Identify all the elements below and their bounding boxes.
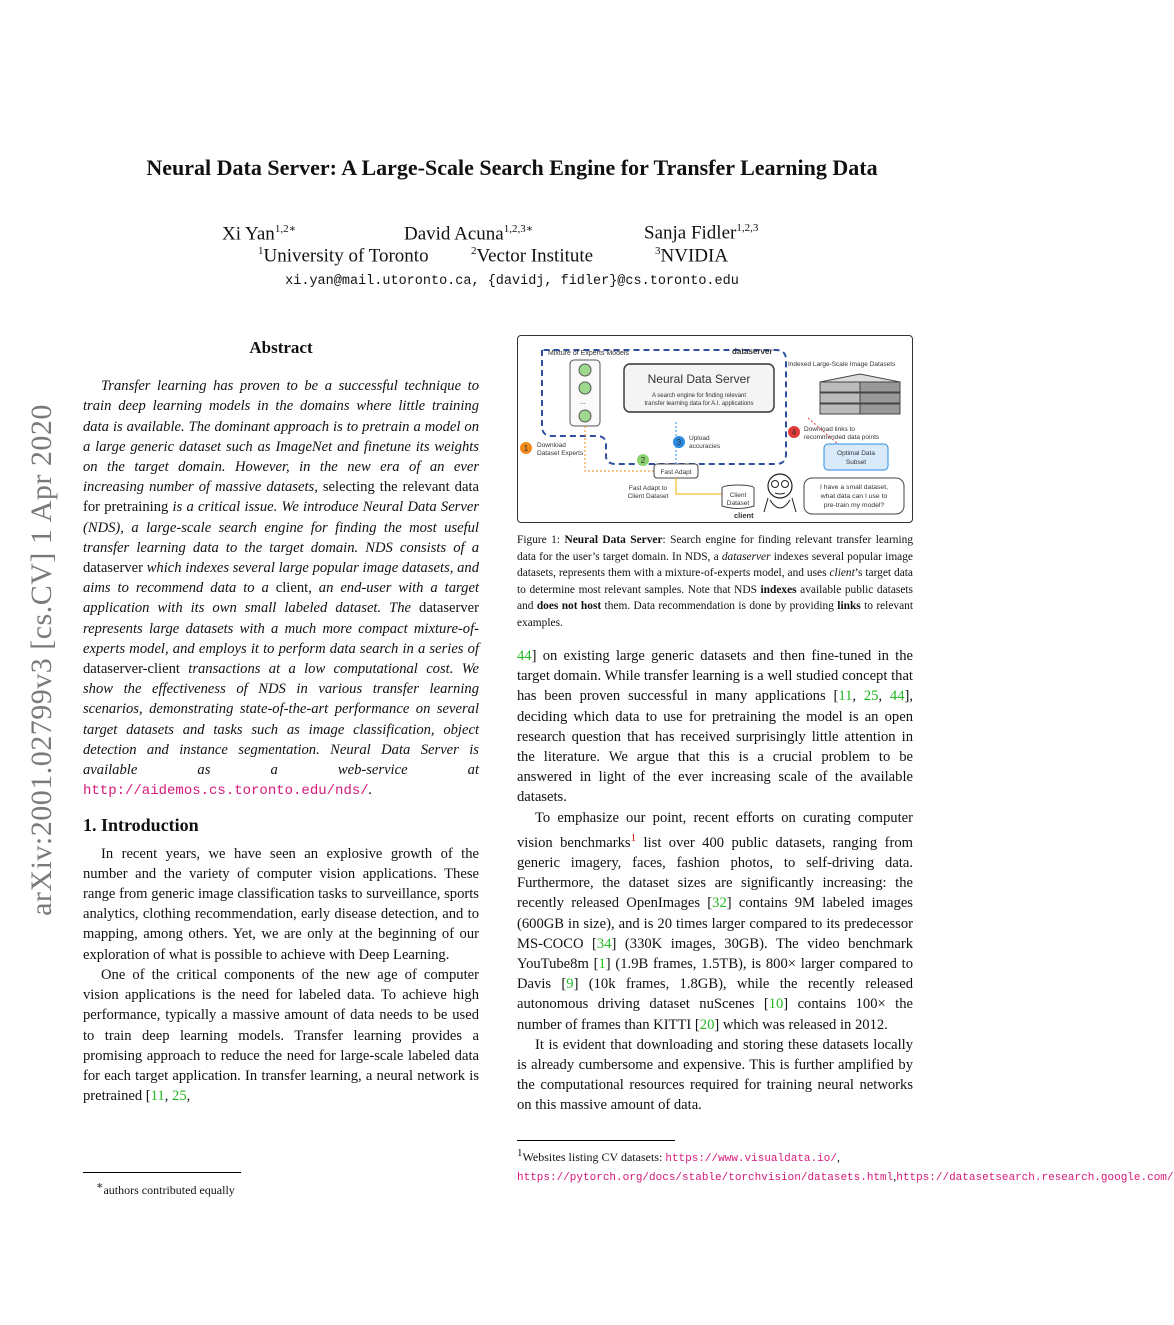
step-4-label: recommended data points bbox=[804, 434, 880, 441]
left-column bbox=[83, 338, 479, 1106]
optimal-data-label: Optimal Data bbox=[837, 450, 875, 457]
figure-1-svg bbox=[518, 336, 914, 524]
author-3: Sanja Fidler$^{1,2,3}$ bbox=[644, 222, 759, 244]
dataserver-label: dataserver bbox=[732, 347, 773, 356]
fast-adapt-client-label: Client Dataset bbox=[627, 493, 669, 500]
section-heading-introduction: 1. Introduction bbox=[83, 815, 199, 836]
step-1-label: Dataset Experts bbox=[537, 450, 584, 457]
step-2-number: 2 bbox=[640, 456, 646, 465]
footnote-1: $^1$Websites listing CV datasets: https://www.visualdata.io/, https://pytorch.org/docs/stable/torchvision/datasets.html,https://datasetsearch.research.google.com/ bbox=[517, 1147, 1174, 1184]
speech-bubble-text: I have a small dataset, bbox=[819, 484, 889, 491]
citation-link[interactable]: 25 bbox=[863, 688, 879, 705]
experts-ellipsis: ... bbox=[580, 399, 586, 406]
citation-link[interactable]: 25 bbox=[172, 1088, 187, 1105]
citation-link[interactable]: 11 bbox=[838, 688, 853, 705]
step-3-number: 3 bbox=[676, 438, 682, 447]
intro-paragraph-1: In recent years, we have seen an explosive growth of the number and the variety of computer vision applications. These range from generic image classification tasks to surveillance, sports analytics, clothing recommendation, early disease detection, and to mapping, among others. Yet, we are only at the beginning of our exploration of what is possible to achieve with Deep Learning. bbox=[83, 845, 479, 963]
footnote-rule bbox=[83, 1172, 241, 1173]
citation-link[interactable]: 34 bbox=[596, 935, 612, 952]
client-dataset-label: Dataset bbox=[726, 500, 750, 507]
nds-web-service-link[interactable]: http://aidemos.cs.toronto.edu/nds/ bbox=[83, 783, 369, 800]
author-1: Xi Yan$^{1,2∗}$ bbox=[222, 223, 297, 245]
client-person-icon bbox=[764, 474, 796, 512]
optimal-data-subset-box bbox=[824, 444, 888, 470]
intro-paragraph-3: To emphasize our point, recent efforts on curating computer vision benchmarks$^1$ list over 400 public datasets, ranging from generic imagery, faces, fashion photos, to self-driving data. Furthermore, the dataset sizes are significantly increasing: the recently released OpenImages [32] contains 9M labeled images (600GB in size), and is 20 times larger compared to its predecessor MS-COCO [34] (330K images, 30GB). The video benchmark YouTube8m [1] (1.9B frames, 1.5TB), is 800× larger compared to Davis [9] (10k frames, 1.8GB), while the recently released autonomous driving dataset nuScenes [10] contains 100× the number of frames than KITTI [20] which was released in 2012. bbox=[517, 809, 914, 1033]
footnote-ref-1[interactable]: 1 bbox=[630, 831, 637, 844]
abstract-text: Transfer learning has proven to be a successful technique to train deep learning models in the domains where little training data is available. The dominant approach is to pretrain a model on a large generic dataset such as ImageNet and finetune its weights on the target domain. However, in the new era of an ever increasing number of massive datasets, selecting the relevant data for pretraining is a critical issue. We introduce Neural Data Server (NDS), a large-scale search engine for finding the most useful transfer learning data to the target domain. NDS consists of a dataserver which indexes several large popular image datasets, and aims to recommend data to a client, an end-user with a target application with its own small labeled dataset. The dataserver represents large datasets with a much more compact mixture-of-experts model, and employs it to perform data search in a series of dataserver-client transactions at a low computational cost. We show the effectiveness of NDS in various transfer learning scenarios, demonstrating state-of-the-art performance on several target datasets and tasks such as image classification, object detection and instance segmentation. Neural Data Server is available as a web-service at http://aidemos.cs.toronto.edu/nds/. bbox=[83, 378, 480, 800]
affiliation-2: $^2$Vector Institute bbox=[471, 245, 594, 267]
step-4-label: Download links to bbox=[804, 426, 855, 433]
server-stack-icon bbox=[820, 374, 900, 414]
nds-box-title: Neural Data Server bbox=[647, 372, 751, 386]
optimal-data-label: Subset bbox=[845, 459, 867, 466]
step-1-number: 1 bbox=[523, 444, 529, 453]
intro-paragraph-2: One of the critical components of the new age of computer vision applications is the need for labeled data. To achieve high performance, typically a massive amount of data needs to be used to train deep learning models. Transfer learning provides a promising approach to reduce the need for large-scale labeled data for each target application. In transfer learning, a neural network is pretrained [11, 25, bbox=[83, 966, 479, 1105]
intro-paragraph-4: It is evident that downloading and storing these datasets locally is already cumbersome and expensive. This is further amplified by the computational resources required for training neural networks on this massive amount of data. bbox=[517, 1036, 913, 1114]
footnote-url[interactable]: https://pytorch.org/docs/stable/torchvision/datasets.html bbox=[517, 1172, 894, 1184]
fast-adapt-label: Fast Adapt bbox=[660, 469, 692, 476]
nds-box-subtitle: A search engine for finding relevant bbox=[651, 393, 747, 399]
step-4-number: 4 bbox=[791, 428, 797, 437]
citation-link[interactable]: 32 bbox=[712, 895, 727, 912]
step-3-label: Upload bbox=[689, 435, 710, 442]
arxiv-identifier: arXiv:2001.02799v3 [cs.CV] 1 Apr 2020 bbox=[25, 404, 59, 916]
affiliation-3: $^3$NVIDIA bbox=[655, 245, 729, 267]
right-column bbox=[517, 646, 913, 1116]
intro-paragraph-2-continued: 44] on existing large generic datasets and then fine-tuned in the target domain. While transfer learning is a well studied concept that has been proven successful in many applications [11, 25, 44], deciding which data to use for pretraining the model is an open research question that has received surprisingly little attention in the literature. We argue that this is a crucial problem to be answered in light of the ever increasing scale of the available datasets. bbox=[517, 648, 914, 806]
speech-bubble-text: what data can I use to bbox=[820, 493, 888, 500]
abstract-heading: Abstract bbox=[249, 338, 313, 357]
fast-adapt-client-label: Fast Adapt to bbox=[628, 485, 668, 492]
citation-link[interactable]: 11 bbox=[150, 1088, 165, 1105]
footnote-url[interactable]: https://www.visualdata.io/ bbox=[665, 1153, 837, 1165]
citation-link[interactable]: 44 bbox=[889, 688, 905, 705]
nds-box-subtitle: transfer learning data for A.I. applications bbox=[644, 401, 754, 407]
indexed-datasets-label: Indexed Large-Scale Image Datasets bbox=[788, 361, 896, 368]
footnote-equal-contribution: ∗authors contributed equally bbox=[96, 1180, 235, 1197]
paper-title: Neural Data Server: A Large-Scale Search Engine for Transfer Learning Data bbox=[146, 155, 878, 180]
speech-bubble-text: pre-train my model? bbox=[823, 502, 885, 509]
author-emails: xi.yan@mail.utoronto.ca, {davidj, fidler}@cs.toronto.edu bbox=[285, 274, 739, 289]
step-3-label: accuracies bbox=[689, 443, 721, 450]
citation-link[interactable]: 10 bbox=[768, 996, 784, 1013]
expert-node bbox=[579, 382, 591, 394]
footnote-rule bbox=[517, 1140, 675, 1141]
citation-link[interactable]: 1 bbox=[598, 955, 606, 972]
step-1-label: Download bbox=[537, 442, 566, 449]
citation-link[interactable]: 9 bbox=[566, 976, 574, 993]
moe-label: Mixture of Experts Models bbox=[548, 350, 629, 357]
footnote-url[interactable]: https://datasetsearch.research.google.com/ bbox=[896, 1172, 1174, 1184]
client-data-arrow bbox=[676, 478, 722, 494]
citation-link[interactable]: 44 bbox=[517, 648, 532, 664]
affiliation-1: $^1$University of Toronto bbox=[258, 245, 429, 267]
citation-link[interactable]: 20 bbox=[699, 1016, 715, 1033]
client-dataset-label: Client bbox=[729, 492, 747, 499]
author-2: David Acuna$^{1,2,3∗}$ bbox=[404, 223, 534, 245]
figure-1-diagram bbox=[517, 335, 913, 523]
client-label: client bbox=[734, 511, 754, 520]
expert-node bbox=[579, 410, 591, 422]
expert-node bbox=[579, 364, 591, 376]
figure-1-caption: Figure 1: Neural Data Server: Search engine for finding relevant transfer learning data for the user’s target domain. In NDS, a dataserver indexes several popular image datasets, represents them with a mixture-of-experts model, and uses client’s target data to determine most relevant samples. Note that NDS indexes available public datasets and does not host them. Data recommendation is done by providing links to relevant examples. bbox=[517, 534, 914, 629]
